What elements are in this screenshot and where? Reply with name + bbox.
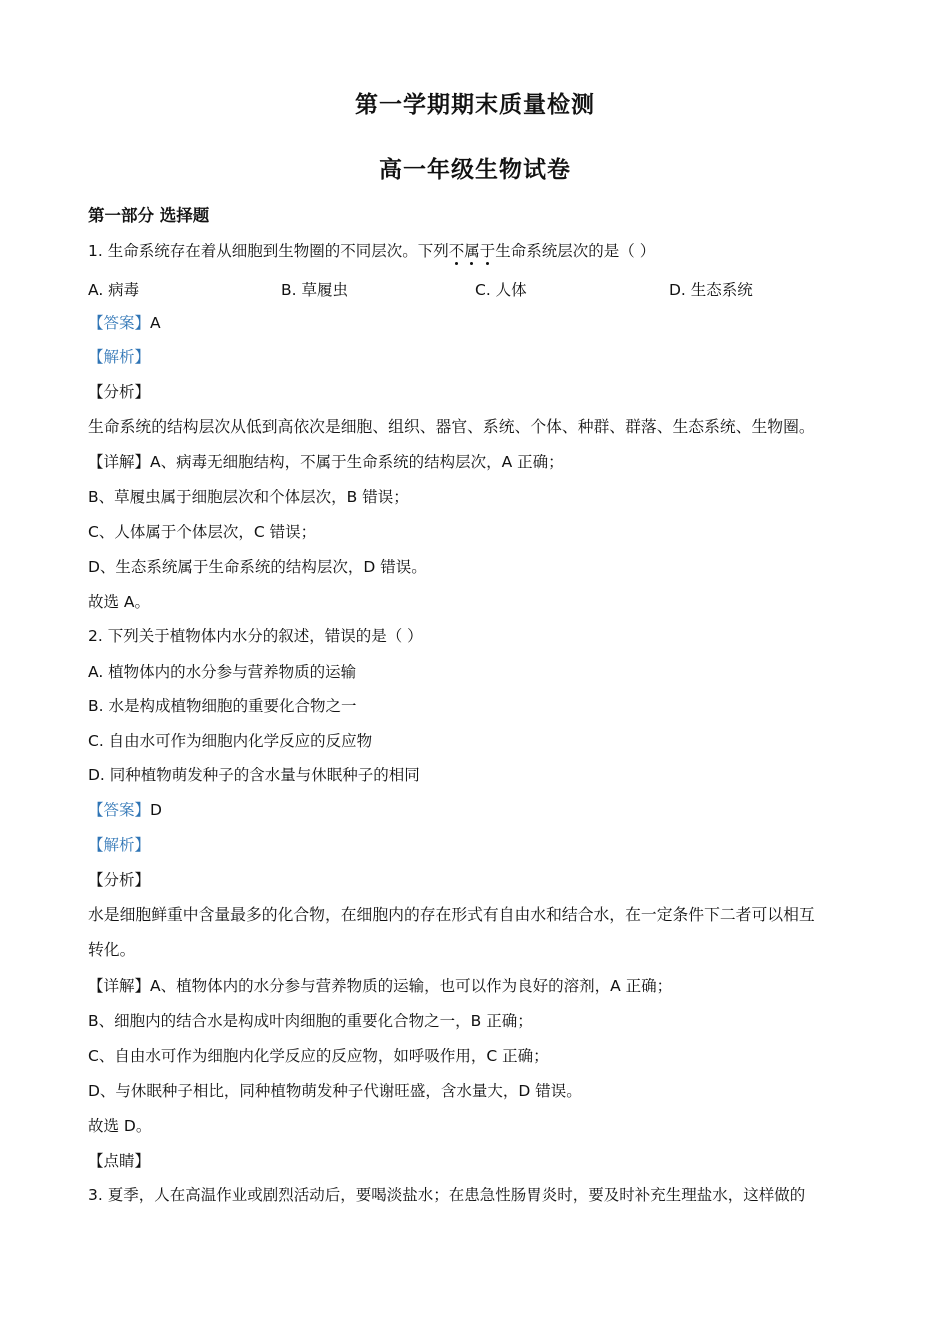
question-1-stem-before: 1. 生命系统存在着从细胞到生物圈的不同层次。下列 (88, 242, 449, 260)
detail-tag: 【详解】 (88, 453, 151, 471)
answer-tag: 【答案】 (88, 314, 151, 332)
question-1-answer (88, 312, 868, 334)
question-1-option-b: B. 草履虫 (281, 281, 348, 299)
emphasis-char-3: 于 (480, 242, 496, 260)
question-1-stem (88, 240, 868, 262)
detail-line: B、细胞内的结合水是构成叶肉细胞的重要化合物之一，B 正确； (88, 1012, 533, 1030)
fenxi-tag: 【分析】 (88, 383, 151, 401)
question-2-option-a: A. 植物体内的水分参与营养物质的运输 (88, 663, 357, 681)
doc-title-sub: 高一年级生物试卷 (379, 157, 571, 183)
question-1-option-a: A. 病毒 (88, 281, 140, 299)
answer-value: A (150, 314, 161, 332)
fenxi-text: 转化。 (88, 940, 136, 959)
answer-tag: 【答案】 (88, 801, 151, 819)
question-3-stem: 3. 夏季，人在高温作业或剧烈活动后，要喝淡盐水；在患急性肠胃炎时，要及时补充生理盐水，这样做的 (88, 1186, 806, 1204)
detail-line: D、与休眠种子相比，同种植物萌发种子代谢旺盛，含水量大，D 错误。 (88, 1082, 582, 1100)
section-heading: 第一部分 选择题 (88, 206, 210, 225)
conclusion: 故选 A。 (88, 593, 151, 611)
emphasis-char-1: 不 (449, 242, 465, 260)
fenxi-tag: 【分析】 (88, 871, 151, 889)
question-2-option-b: B. 水是构成植物细胞的重要化合物之一 (88, 697, 357, 715)
analysis-tag: 【解析】 (88, 836, 151, 854)
detail-text: A、植物体内的水分参与营养物质的运输，也可以作为良好的溶剂，A 正确； (150, 977, 673, 995)
question-2-stem: 2. 下列关于植物体内水分的叙述，错误的是（ ） (88, 627, 423, 645)
detail-line: D、生态系统属于生命系统的结构层次，D 错误。 (88, 558, 427, 576)
detail-line: C、自由水可作为细胞内化学反应的反应物，如呼吸作用，C 正确； (88, 1047, 549, 1065)
detail-text: A、病毒无细胞结构，不属于生命系统的结构层次，A 正确； (150, 453, 564, 471)
question-1-option-c: C. 人体 (475, 281, 527, 299)
fenxi-text: 水是细胞鲜重中含量最多的化合物，在细胞内的存在形式有自由水和结合水，在一定条件下二者可以相互 (88, 905, 815, 924)
emphasis-char-2: 属 (464, 242, 480, 260)
detail-line: B、草履虫属于细胞层次和个体层次，B 错误； (88, 488, 409, 506)
detail-line (88, 975, 868, 997)
doc-title-main: 第一学期期末质量检测 (355, 92, 595, 118)
detail-line (88, 451, 868, 473)
question-1-option-d: D. 生态系统 (669, 281, 753, 299)
question-2-option-c: C. 自由水可作为细胞内化学反应的反应物 (88, 732, 373, 750)
question-2-option-d: D. 同种植物萌发种子的含水量与休眠种子的相同 (88, 766, 420, 784)
question-2-answer (88, 799, 868, 821)
answer-value: D (150, 801, 162, 819)
conclusion: 故选 D。 (88, 1117, 152, 1135)
detail-line: C、人体属于个体层次，C 错误； (88, 523, 317, 541)
dianjing-tag: 【点睛】 (88, 1152, 151, 1170)
question-1-stem-after: 生命系统层次的是（ ） (495, 242, 656, 260)
detail-tag: 【详解】 (88, 977, 151, 995)
analysis-tag: 【解析】 (88, 348, 151, 366)
fenxi-text: 生命系统的结构层次从低到高依次是细胞、组织、器官、系统、个体、种群、群落、生态系统、生物圈。 (88, 417, 815, 436)
